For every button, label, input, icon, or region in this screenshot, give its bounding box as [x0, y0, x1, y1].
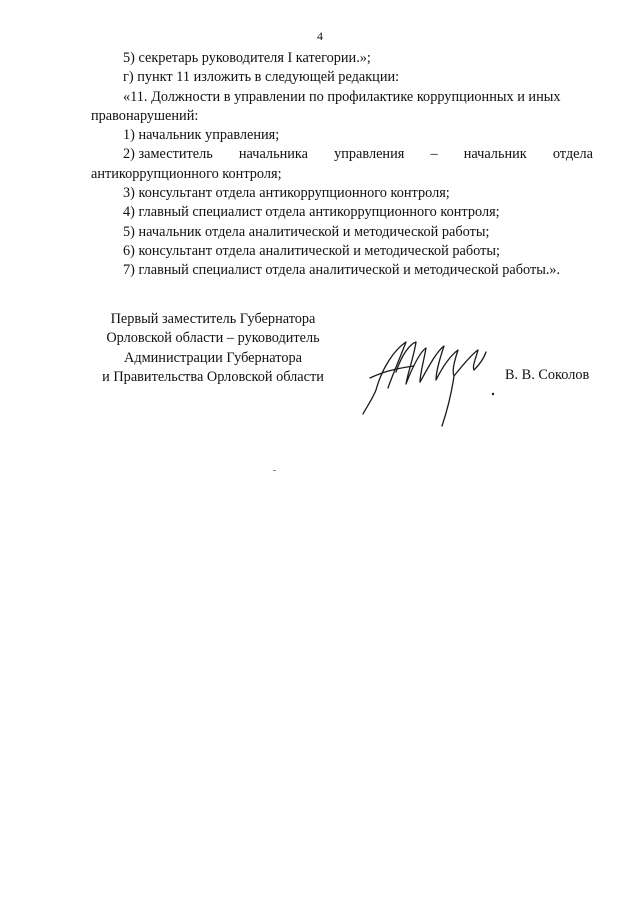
list-item-2 — [91, 145, 593, 164]
list-item-7: 7) главный специалист отдела аналитической и методической работы.». — [123, 262, 561, 279]
signatory-line: и Правительства Орловской области — [102, 368, 324, 385]
list-item-2-word: управления — [334, 146, 405, 163]
list-item-2-word: начальник — [463, 146, 527, 163]
text-line-positions-heading-cont: правонарушений: — [91, 107, 199, 124]
signatory-line: Первый заместитель Губернатора — [110, 311, 316, 327]
document-body — [91, 49, 593, 281]
list-item-1: 1) начальник управления; — [123, 127, 280, 144]
text-line-point-11: г) пункт 11 изложить в следующей редакции: — [123, 69, 400, 86]
scan-mark — [273, 470, 276, 471]
text-line-secretary: 5) секретарь руководителя I категории.»; — [123, 50, 371, 66]
signatory-title — [82, 310, 344, 387]
handwritten-signature — [362, 328, 502, 430]
list-item-6: 6) консультант отдела аналитической и методической работы; — [123, 242, 500, 259]
list-item-2-word: – — [430, 146, 438, 163]
signatory-line: Администрации Губернатора — [124, 349, 302, 366]
list-item-3: 3) консультант отдела антикоррупционного контроля; — [123, 185, 450, 202]
signer-name: В. В. Соколов — [505, 367, 590, 383]
list-item-2-word: 2) заместитель — [123, 146, 213, 163]
page-number: 4 — [317, 29, 323, 43]
text-line-positions-heading: «11. Должности в управлении по профилактике коррупционных и иных — [123, 88, 561, 105]
list-item-4: 4) главный специалист отдела антикоррупционного контроля; — [123, 204, 500, 221]
signatory-line: Орловской области – руководитель — [106, 330, 320, 347]
list-item-2-word: начальника — [238, 146, 308, 163]
list-item-2-cont: антикоррупционного контроля; — [91, 165, 282, 182]
list-item-5: 5) начальник отдела аналитической и методической работы; — [123, 223, 490, 240]
list-item-2-word: отдела — [552, 146, 593, 163]
